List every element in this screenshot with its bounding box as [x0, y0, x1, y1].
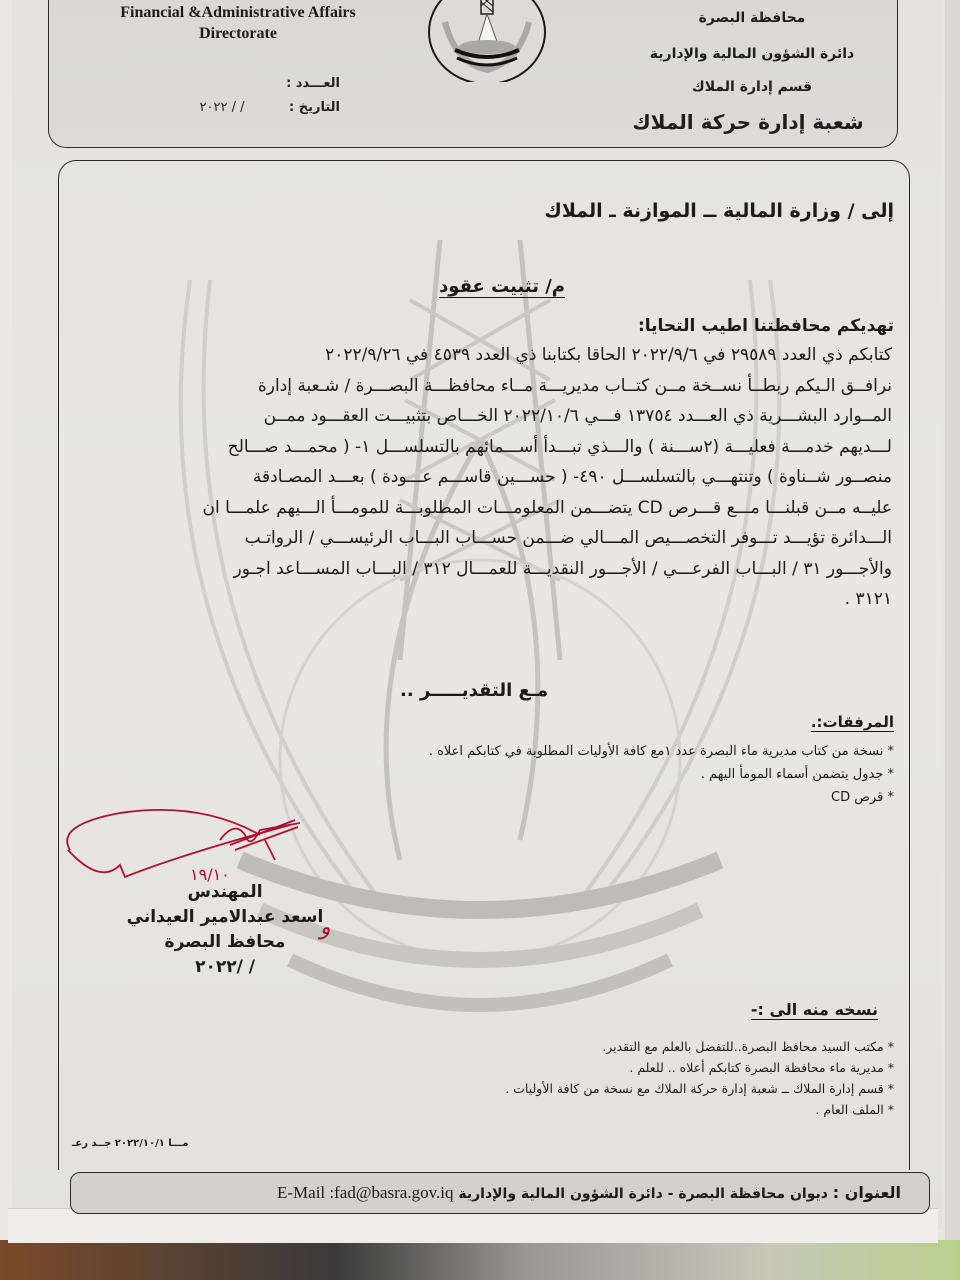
- reference-date-value: / / ٢٠٢٢: [199, 100, 245, 115]
- english-title-line1: Financial &Administrative Affairs: [120, 4, 356, 21]
- reference-number-row: [240, 76, 340, 91]
- attachment-item: * نسخة من كتاب مديرية ماء البصرة عدد ١مع كافة الأوليات المطلوبة في كتابكم اعلاه .: [429, 740, 894, 763]
- basra-emblem-icon: [425, 0, 550, 82]
- body-line: الـــدائرة تؤيـــد تـــوفر التخصـــيص المـــالي ضـــمن حســـاب البـــاب الرئيســـي / الرواتـب: [244, 528, 892, 548]
- body-line: عليــه مــن قبلنـــا مـــع قـــرص CD يتضـــمن المعلومـــات المطلوبـــة للمومـــأ الـــيهم علمـــا ان: [202, 497, 892, 518]
- copies-title: نسخه منه الى :-: [750, 1000, 878, 1019]
- address-label: العنوان :: [832, 1183, 901, 1202]
- letter-greeting: تهديكم محافظتنا اطيب التحايا:: [637, 316, 894, 336]
- addressee-line: إلى / وزارة المالية ــ الموازنة ـ الملاك: [544, 200, 894, 222]
- closing-regards: مـع التقديـــــر ..: [400, 680, 549, 701]
- governorate-name: محافظة البصرة: [698, 10, 806, 26]
- english-department-title: [88, 2, 388, 44]
- body-line: والأجـــور ٣١ / البـــاب الفرعـــي / الأجـــور النقديـــة للعمـــال ٣١٢ / البـــاب المســـاعد اجـور: [233, 558, 892, 579]
- signatory-date: / /٢٠٢٢: [195, 957, 255, 977]
- address-text: ديوان محافظة البصرة - دائرة الشؤون المالية والإدارية: [458, 1186, 828, 1202]
- letter-body-paragraph: [178, 340, 892, 615]
- reference-date-label: التاريخ :: [289, 100, 340, 115]
- directorate-name: دائرة الشؤون المالية والإدارية: [649, 46, 855, 62]
- footer-text: [277, 1183, 901, 1203]
- desk-surface: [0, 1240, 960, 1280]
- body-line: منصــور شــناوة ) وتنتهـــي بالتسلســـل ٤٩٠- ( حســـين قاســـم عـــودة ) بعـــد المصـادقة: [252, 467, 892, 487]
- body-line: ٣١٢١ .: [844, 589, 892, 609]
- reference-number-label: العـــدد :: [286, 76, 340, 91]
- handwritten-initial: و: [320, 915, 331, 940]
- email-address: E-Mail :fad@basra.gov.iq: [276, 1183, 454, 1202]
- english-title-line2: Directorate: [199, 25, 277, 42]
- copy-recipient-item: * مكتب السيد محافظ البصرة..للتفضل بالعلم مع التقدير.: [505, 1036, 894, 1057]
- handwritten-date: ١٩/١٠: [190, 865, 230, 884]
- copies-list: [505, 1036, 894, 1120]
- attachment-item: * قرص CD: [429, 786, 894, 809]
- letter-subject: م/ تثبيت عقود: [439, 276, 565, 297]
- copy-recipient-item: * الملف العام .: [505, 1099, 894, 1120]
- footer-address-box: [70, 1172, 930, 1214]
- copy-recipient-item: * مديرية ماء محافظة البصرة كتابكم أعلاه .. للعلم .: [505, 1057, 894, 1078]
- body-line: المــوارد البشـــرية ذي العـــدد ١٣٧٥٤ فـــي ٢٠٢٢/١٠/٦ الخـــاص بتثبيـــت العقـــود ممــن: [263, 406, 892, 426]
- attachment-item: * جدول يتضمن أسماء المومأ اليهم .: [429, 763, 894, 786]
- signatory-title: المهندس: [187, 882, 263, 902]
- attachments-title: المرفقات:.: [810, 713, 894, 731]
- signatory-block: [110, 880, 340, 980]
- body-line: لـــديهم خدمـــة فعليـــة (٢ســـنة ) والـــذي تبـــدأ أســـمائهم بالتسلســـل ١- ( محمـــد صـــالح: [227, 436, 892, 457]
- typist-reference: مـــا ٢٠٢٢/١٠/١ جــد رعـ: [72, 1138, 189, 1149]
- reference-date-row: [140, 100, 340, 115]
- signatory-name: اسعد عبدالامير العيداني: [126, 907, 324, 927]
- body-line: نرافــق الـيكم ربطــأ نســخة مــن كتــاب مديريـــة مــاء محافظـــة البصـــرة / شـعبة إدارة: [257, 375, 892, 396]
- signatory-position: محافظ البصرة: [164, 932, 286, 952]
- copy-recipient-item: * قسم إدارة الملاك ــ شعبة إدارة حركة الملاك مع نسخة من كافة الأوليات .: [505, 1078, 894, 1099]
- department-name: قسم إدارة الملاك: [691, 79, 813, 95]
- section-name: شعبة إدارة حركة الملاك: [632, 110, 864, 134]
- body-line: كتابكم ذي العدد ٢٩٥٨٩ في ٢٠٢٢/٩/٦ الحاقا بكتابنا ذي العدد ٤٥٣٩ في ٢٠٢٢/٩/٢٦: [325, 345, 892, 365]
- attachments-list: [429, 740, 894, 809]
